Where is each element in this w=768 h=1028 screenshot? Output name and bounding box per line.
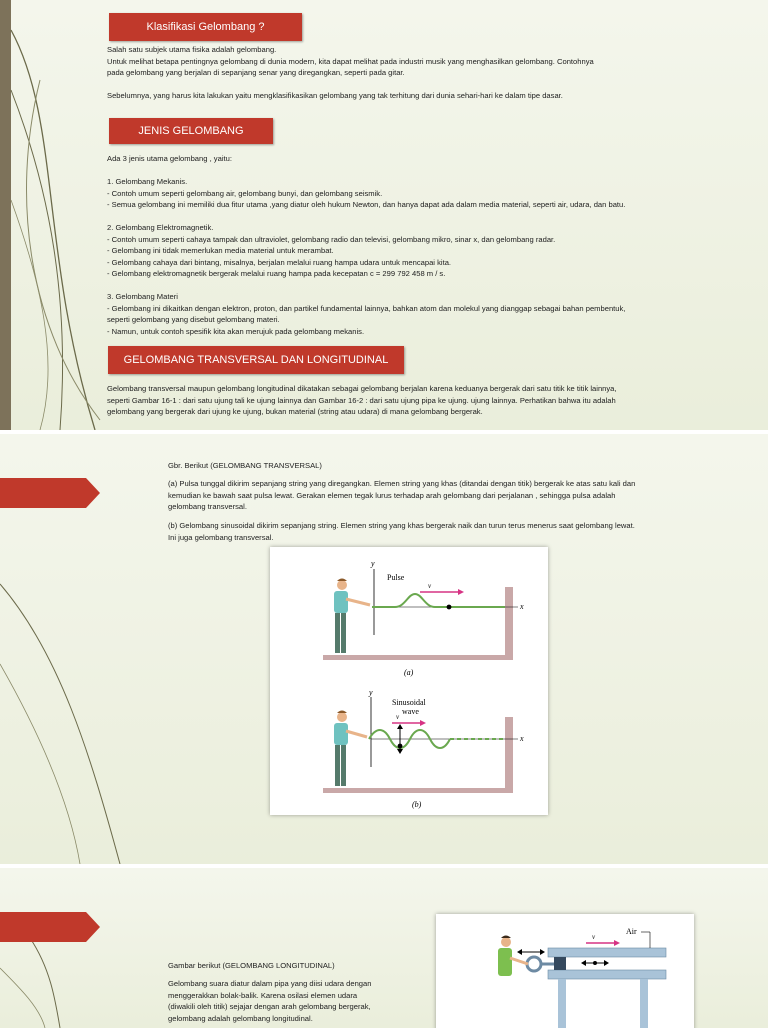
caption-longitudinal: Gambar berikut (GELOMBANG LONGITUDINAL): [168, 961, 335, 970]
caption-transversal: Gbr. Berikut (GELOMBANG TRANSVERSAL): [168, 461, 322, 470]
sinusoidal-label: Sinusoidal: [392, 698, 426, 707]
header-transversal-longitudinal: GELOMBANG TRANSVERSAL DAN LONGITUDINAL: [108, 346, 404, 374]
pipe-top: [548, 948, 666, 957]
floor-a: [323, 655, 508, 660]
floor-b: [323, 788, 508, 793]
wave-types-text: Ada 3 jenis utama gelombang , yaitu: 1. Gelombang Mekanis. - Contoh umum seperti gelombang air, gelombang bunyi, dan gelombang seismik. - Semua gelombang ini memiliki dua fitur utama ,yang diatur oleh hukum Newton, dan hanya dapat ada dalam media material, seperti air, udara, dan batu. 2. Gelombang Elektromagnetik. - Contoh umum seperti cahaya tampak dan ultraviolet, gelombang radio dan televisi, gelombang mikro, sinar x, dan gelombang radar. - Gelombang ini tidak memerlukan media material untuk merambat. - Gelombang cahaya dari bintang, misalnya, berjalan melalui ruang hampa udara untuk mencapai kita. - Gelombang elektromagnetik bergerak melalui ruang hampa pada kecepatan c = 299 792 458 m / s. 3. Gelombang Materi - Gelombang ini dikaitkan dengan elektron, proton, dan partikel fundamental lainnya, bahkan atom dan molekul yang dianggap sebagai bahan pembentuk, seperti gelombang yang disebut gelombang materi. - Namun, untuk contoh spesifik kita akan merujuk pada gelombang mekanis.: [107, 154, 626, 336]
part-b-text: (b) Gelombang sinusoidal dikirim sepanjang string. Elemen string yang khas bergerak naik dan turun terus menerus saat gelombang lewat. Ini juga gelombang transversal.: [168, 521, 635, 542]
header-jenis-gelombang: JENIS GELOMBANG: [109, 118, 273, 144]
air-element-dot: [593, 961, 597, 965]
y-label-b: y: [369, 688, 373, 697]
wall-b: [505, 717, 513, 793]
pipe-leg-left: [558, 979, 566, 1028]
air-label: Air: [626, 927, 637, 936]
handle: [527, 957, 541, 971]
slide-classification: [0, 0, 768, 430]
x-label-b: x: [520, 734, 524, 743]
decorative-swirl: [0, 0, 120, 430]
pulse-label: Pulse: [387, 573, 405, 582]
y-label-a: y: [371, 559, 375, 568]
wave-label: wave: [402, 707, 419, 716]
slide-arrow: [0, 912, 100, 942]
person-head-a: [337, 580, 347, 590]
transversal-wave-figure: [270, 547, 548, 815]
v-label-a: v: [428, 582, 432, 590]
string-element-dot-a: [447, 605, 452, 610]
wall-a: [505, 587, 513, 660]
person-body-a: [334, 591, 348, 613]
string-element-dot-b: [398, 744, 403, 749]
v-label-b: v: [396, 713, 400, 721]
pipe-leg-right: [640, 979, 648, 1028]
decorative-swirl: [0, 868, 130, 1028]
person-body-long: [498, 948, 512, 976]
header-klasifikasi: Klasifikasi Gelombang ?: [109, 13, 302, 41]
label-a: (a): [404, 668, 414, 677]
piston: [554, 957, 566, 970]
slide-arrow: [0, 478, 100, 508]
person-body-b: [334, 723, 348, 745]
v-label-long: v: [592, 933, 596, 941]
longitudinal-text: Gelombang suara diatur dalam pipa yang diisi udara dengan menggerakkan bolak-balik. Karena osilasi elemen udara (diwakili oleh titik) sejajar dengan arah gelombang bergerak, gelombang adalah gelombang longitudinal.: [168, 979, 372, 1023]
longitudinal-wave-figure: [436, 914, 694, 1028]
label-b: (b): [412, 800, 422, 809]
trans-long-text: Gelombang transversal maupun gelombang longitudinal dikatakan sebagai gelombang berjalan karena keduanya bergerak dari satu titik ke titik lainnya, seperti Gambar 16-1 : dari satu ujung tali ke ujung lainnya dan Gambar 16-2 : dari satu ujung pipa ke ujung. ujung lainnya. Perhatikan bahwa itu adalah gelombang yang bergerak dari ujung ke ujung, bukan material (string atau udara) di mana gelombang bergerak.: [107, 384, 617, 416]
slide-longitudinal: [0, 868, 768, 1028]
x-label-a: x: [520, 602, 524, 611]
pulse-string: [372, 594, 505, 607]
person-head-b: [337, 712, 347, 722]
slide-transversal: [0, 434, 768, 864]
person-head-long: [501, 937, 511, 947]
intro-text: Salah satu subjek utama fisika adalah gelombang. Untuk melihat betapa pentingnya gelombang di dunia modern, kita dapat melihat pada industri musik yang menghasilkan gelombang. Contohnya pada gelombang yang berjalan di sepanjang senar yang diregangkan, seperti pada gitar. Sebelumnya, yang harus kita lakukan yaitu mengklasifikasikan gelombang yang tak terhitung dari dunia sehari-hari ke dalam tipe dasar.: [107, 45, 594, 100]
part-a-text: (a) Pulsa tunggal dikirim sepanjang string yang diregangkan. Elemen string yang khas (ditandai dengan titik) bergerak ke atas satu kali dan kemudian ke bawah saat pulsa lewat. Gerakan elemen tegak lurus terhadap arah gelombang dari perjalanan , sehingga pulsa adalah gelombang transversal.: [168, 479, 636, 511]
pipe-bottom: [548, 970, 666, 979]
